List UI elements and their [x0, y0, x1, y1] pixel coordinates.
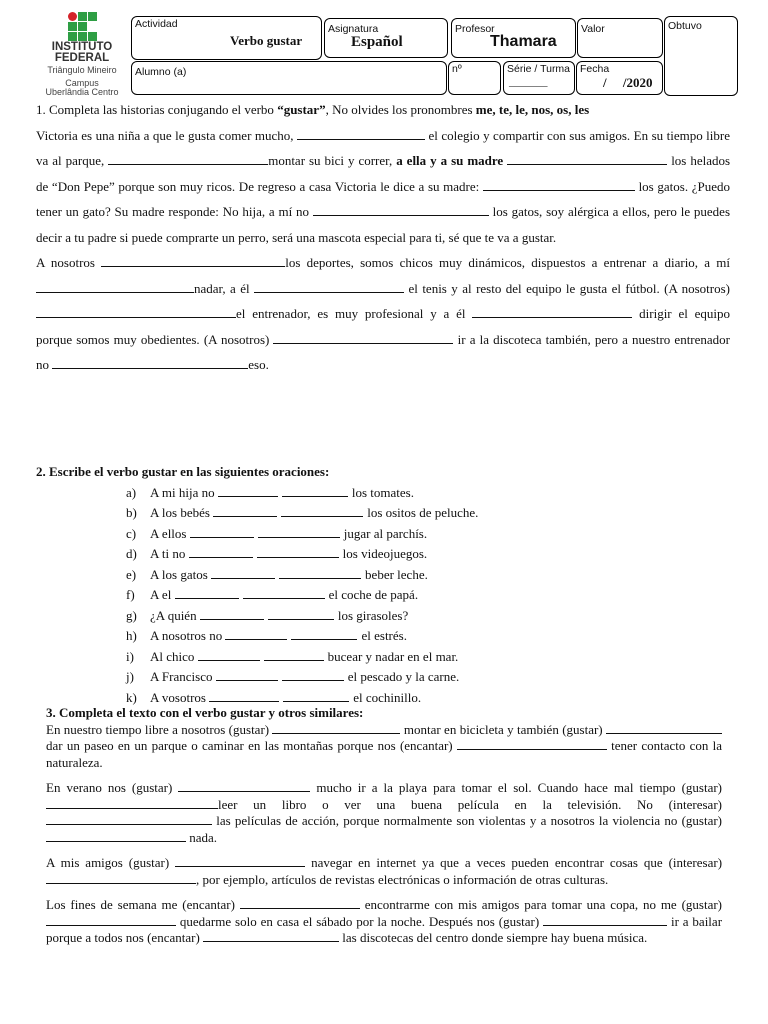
answer-blank[interactable]: [36, 306, 236, 318]
answer-blank[interactable]: [257, 546, 339, 558]
q2-item-label: h): [126, 628, 137, 643]
answer-blank[interactable]: [243, 587, 325, 599]
answer-blank[interactable]: [190, 526, 254, 538]
answer-blank[interactable]: [216, 669, 278, 681]
q2-item-text: A ellos: [150, 525, 187, 541]
answer-blank[interactable]: [211, 567, 275, 579]
q3-paragraph-3: A mis amigos (gustar) navegar en internet ya que a veces pueden encontrar cosas que (interesar) , por ejemplo, artículos de revistas electrónicas o información de otras culturas.: [46, 855, 723, 887]
q2-item-text: A vosotros: [150, 689, 206, 705]
q2-item: [36, 544, 730, 565]
q2-item-text: bucear y nadar en el mar.: [327, 648, 459, 664]
q2-item-text: los videojuegos.: [342, 546, 428, 561]
serie-turma-field: Série / Turma _______: [503, 61, 575, 95]
q2-item-label: i): [126, 648, 134, 664]
q2-item-list: [36, 483, 730, 709]
answer-blank[interactable]: [46, 830, 186, 842]
profesor-field: Profesor Thamara: [451, 18, 576, 58]
q2-title: 2. Escribe el verbo gustar en las siguientes oraciones:: [36, 464, 330, 479]
answer-blank[interactable]: [264, 649, 324, 661]
institute-logo: [34, 12, 130, 97]
answer-blank[interactable]: [254, 281, 404, 293]
answer-blank[interactable]: [543, 914, 667, 926]
q3-paragraph-1: En nuestro tiempo libre a nosotros (gustar) montar en bicicleta y también (gustar) dar un paseo en un parque o caminar en las montañas porque nos (encantar) tener contacto con la naturaleza.: [46, 721, 723, 770]
q2-item-text: los girasoles?: [337, 607, 409, 623]
answer-blank[interactable]: [218, 485, 278, 497]
alumno-field: Alumno (a): [131, 61, 447, 95]
answer-blank[interactable]: [200, 608, 264, 620]
q2-item-label: c): [126, 525, 137, 541]
q2-item: [36, 626, 730, 647]
answer-blank[interactable]: [606, 722, 722, 734]
q2-item-text: el estrés.: [361, 628, 407, 643]
answer-blank[interactable]: [213, 505, 277, 517]
answer-blank[interactable]: [175, 855, 305, 867]
answer-blank[interactable]: [36, 281, 194, 293]
answer-blank[interactable]: [46, 797, 218, 809]
logo-title: INSTITUTO FEDERAL: [51, 41, 113, 64]
question-2: [36, 462, 730, 708]
q2-item: [36, 647, 730, 668]
logo-subtitle: Triângulo Mineiro Campus Uberlândia Centro: [45, 65, 119, 97]
question-3: [46, 705, 722, 956]
q2-item-text: jugar al parchís.: [343, 525, 428, 541]
answer-blank[interactable]: [282, 485, 348, 497]
q2-item-text: A nosotros no: [150, 628, 223, 643]
answer-blank[interactable]: [189, 546, 253, 558]
q2-item-text: los tomates.: [351, 484, 414, 500]
q2-item-text: A Francisco: [150, 669, 213, 684]
q2-item-label: d): [126, 546, 137, 561]
q2-item-label: b): [126, 505, 137, 520]
answer-blank[interactable]: [273, 332, 453, 344]
answer-blank[interactable]: [507, 153, 667, 165]
answer-blank[interactable]: [313, 204, 489, 216]
answer-blank[interactable]: [108, 153, 268, 165]
q2-item: [36, 606, 730, 627]
q2-item-label: f): [126, 587, 135, 602]
answer-blank[interactable]: [203, 930, 339, 942]
q2-item-text: A mi hija no: [150, 484, 215, 500]
q3-paragraph-4: Los fines de semana me (encantar) encontrarme con mis amigos para tomar una copa, no me (gustar) quedarme solo en casa el sábado por la noche. Después nos (gustar) ir a bailar porque a todos nos (encantar) las discotecas del centro donde siempre hay buena música.: [46, 897, 723, 945]
q2-item-text: el coche de papá.: [328, 587, 419, 602]
answer-blank[interactable]: [178, 780, 310, 792]
q2-item: [36, 667, 730, 688]
answer-blank[interactable]: [240, 897, 360, 909]
actividad-field: Actividad Verbo gustar: [131, 16, 322, 60]
answer-blank[interactable]: [101, 255, 285, 267]
q2-item-text: Al chico: [150, 648, 195, 664]
answer-blank[interactable]: [283, 690, 349, 702]
q2-item-text: A ti no: [150, 546, 186, 561]
answer-blank[interactable]: [272, 722, 400, 734]
answer-blank[interactable]: [279, 567, 361, 579]
q2-item-label: j): [126, 669, 134, 684]
fecha-field: Fecha / /2020: [576, 61, 663, 95]
numero-field: nº: [448, 61, 501, 95]
answer-blank[interactable]: [52, 357, 248, 369]
q2-item-text: el cochinillo.: [353, 689, 422, 705]
answer-blank[interactable]: [472, 306, 632, 318]
q1-paragraph-2: A nosotros los deportes, somos chicos muy dinámicos, dispuestos a entrenar a diario, a mí nadar, a él el tenis y al resto del equipo le gusta el fútbol. (A nosotros) el entrenador, es muy profesional y a él dirigir el equipo porque somos muy obedientes. (A nosotros) ir a la discoteca también, pero a nuestro entrenador no eso.: [36, 255, 731, 372]
q2-item-text: ¿A quién: [150, 607, 197, 623]
q2-item-text: beber leche.: [365, 566, 428, 582]
answer-blank[interactable]: [225, 628, 287, 640]
answer-blank[interactable]: [175, 587, 239, 599]
q2-item-label: e): [126, 566, 137, 582]
q2-item: [36, 503, 730, 524]
obtuvo-field: Obtuvo: [664, 16, 738, 96]
q2-item: [36, 483, 730, 504]
q2-item-label: g): [126, 607, 137, 623]
answer-blank[interactable]: [291, 628, 357, 640]
answer-blank[interactable]: [282, 669, 344, 681]
answer-blank[interactable]: [457, 738, 607, 750]
answer-blank[interactable]: [268, 608, 334, 620]
question-1: [36, 97, 730, 378]
answer-blank[interactable]: [198, 649, 260, 661]
answer-blank[interactable]: [297, 128, 425, 140]
q1-paragraph-1: Victoria es una niña a que le gusta comer mucho, el colegio y compartir con sus amigos. En su tiempo libre va al parque, montar su bici y correr, a ella y a su madre los helados de “Don Pepe” porque son muy ricos. De regreso a casa Victoria le dice a su madre: los gatos. ¿Puedo tener un gato? Su madre responde: No hija, a mí no los gatos, soy alérgica a ellos, pero le puedes decir a tu padre si puede comprarte un perro, será una mascota especial para ti, sé que te va a gustar.: [36, 127, 731, 245]
answer-blank[interactable]: [281, 505, 363, 517]
q2-item: [36, 585, 730, 606]
answer-blank[interactable]: [46, 914, 176, 926]
answer-blank[interactable]: [483, 179, 635, 191]
q2-item: [36, 565, 730, 586]
q2-item-label: a): [126, 484, 137, 500]
q2-item-text: A los gatos: [150, 566, 208, 582]
worksheet-header: [0, 0, 768, 100]
q2-item: [36, 524, 730, 545]
q2-item-label: k): [126, 689, 137, 705]
answer-blank[interactable]: [46, 872, 196, 884]
answer-blank[interactable]: [46, 813, 212, 825]
q3-paragraph-2: En verano nos (gustar) mucho ir a la playa para tomar el sol. Cuando hace mal tiempo (gustar) leer un libro o ver una buena película en la televisión. No (interesar) las películas de acción, porque normalmente son violentas y a nosotros la violencia no (gustar) nada.: [46, 780, 722, 845]
q2-item-text: A el: [150, 587, 172, 602]
q1-title: 1. Completa las historias conjugando el verbo “gustar”, No olvides los pronombres me, te, le, nos, os, les: [36, 102, 590, 117]
answer-blank[interactable]: [209, 690, 279, 702]
valor-field: Valor: [577, 18, 663, 58]
answer-blank[interactable]: [258, 526, 340, 538]
q2-item-text: el pescado y la carne.: [347, 669, 460, 684]
q3-title: 3. Completa el texto con el verbo gustar y otros similares:: [46, 705, 364, 720]
q2-item-text: A los bebés: [150, 505, 210, 520]
q2-item-text: los ositos de peluche.: [367, 505, 479, 520]
asignatura-field: Asignatura Español: [324, 18, 448, 58]
